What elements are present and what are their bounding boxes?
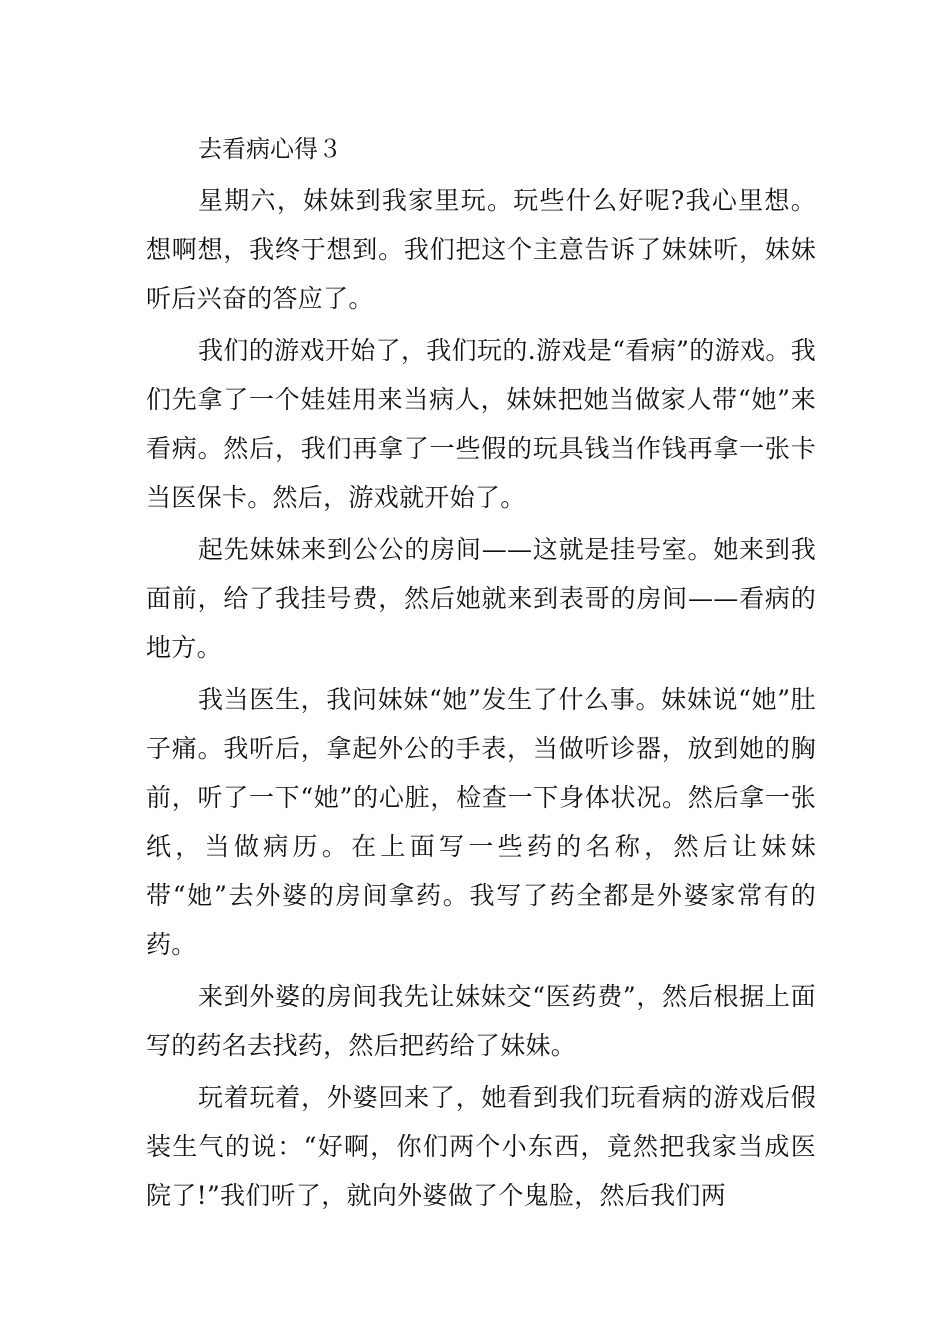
paragraph: 星期六，妹妹到我家里玩。玩些什么好呢?我心里想。想啊想，我终于想到。我们把这个主意告诉了妹妹听，妹妹听后兴奋的答应了。 <box>146 186 816 313</box>
paragraph: 我当医生，我问妹妹“她”发生了什么事。妹妹说“她”肚子痛。我听后，拿起外公的手表，当做听诊器，放到她的胸前，听了一下“她”的心脏，检查一下身体状况。然后拿一张纸，当做病历。在上面写一些药的名称，然后让妹妹带“她”去外婆的房间拿药。我写了药全都是外婆家常有的药。 <box>146 685 816 959</box>
paragraph: 我们的游戏开始了，我们玩的.游戏是“看病”的游戏。我们先拿了一个娃娃用来当病人，妹妹把她当做家人带“她”来看病。然后，我们再拿了一些假的玩具钱当作钱再拿一张卡当医保卡。然后，游戏就开始了。 <box>146 336 816 512</box>
paragraph: 来到外婆的房间我先让妹妹交“医药费”，然后根据上面写的药名去找药，然后把药给了妹妹。 <box>146 982 816 1060</box>
paragraph: 起先妹妹来到公公的房间——这就是挂号室。她来到我面前，给了我挂号费，然后她就来到表哥的房间——看病的地方。 <box>146 535 816 662</box>
document-body <box>146 176 816 1223</box>
paragraph: 玩着玩着，外婆回来了，她看到我们玩看病的游戏后假装生气的说：“好啊，你们两个小东西，竟然把我家当成医院了!”我们听了，就向外婆做了个鬼脸，然后我们两 <box>146 1083 816 1210</box>
document-title: 去看病心得３ <box>198 135 342 163</box>
